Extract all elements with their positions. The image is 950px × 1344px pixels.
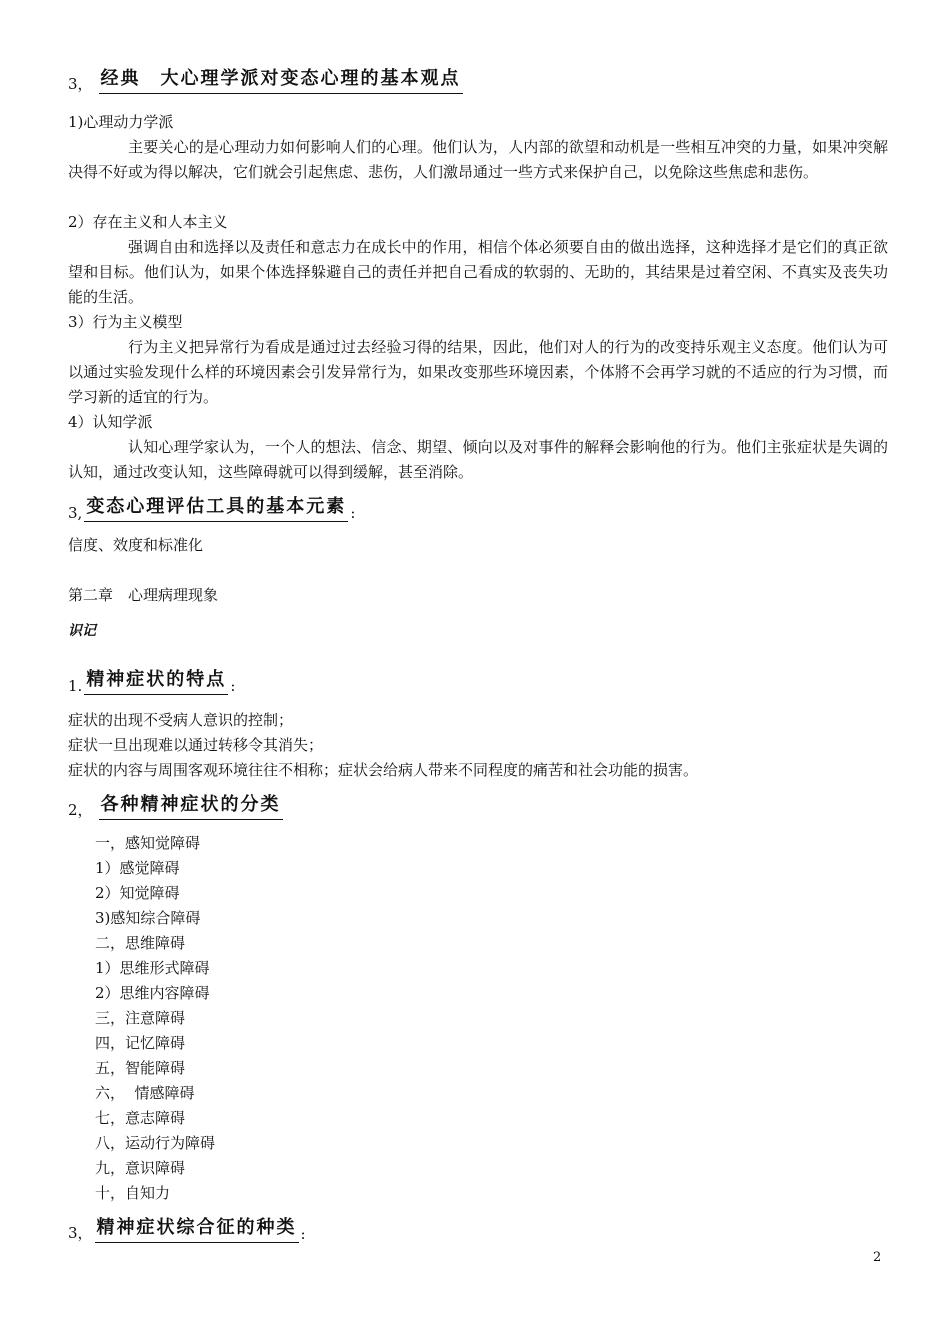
- heading-classic-schools: [68, 64, 463, 94]
- school-text-cognitive: 认知心理学家认为，一个人的想法、信念、期望、倾向以及对事件的解释会影响他的行为。他们主张症状是失调的认知，通过改变认知，这些障碍就可以得到缓解，甚至消除。: [68, 438, 888, 481]
- chapter-title: 第二章 心理病理现象: [68, 586, 219, 604]
- heading-title: 各种精神症状的分类: [99, 790, 283, 820]
- class-item: 六， 情感障碍: [95, 1084, 195, 1102]
- school-label-psychodynamic: 1)心理动力学派: [68, 113, 174, 131]
- class-item: 2）思维内容障碍: [95, 984, 210, 1002]
- heading-colon: :: [350, 504, 356, 522]
- heading-title: 精神症状综合征的种类: [95, 1213, 299, 1243]
- school-text-behaviorism: 行为主义把异常行为看成是通过过去经验习得的结果，因此，他们对人的行为的改变持乐观主义态度。他们认为可以通过实验发现什么样的环境因素会引发异常行为，如果改变那些环境因素，个体將不会再学习就的不适应的行为习惯，而学习新的适宜的行为。: [68, 338, 888, 406]
- class-item: 十，自知力: [95, 1184, 171, 1202]
- class-item: 3)感知综合障碍: [95, 909, 201, 927]
- heading-number: 1.: [68, 677, 83, 695]
- heading-colon: :: [300, 1225, 306, 1243]
- heading-syndrome-types: [68, 1213, 306, 1243]
- class-item: 二，思维障碍: [95, 934, 186, 952]
- class-item: 八，运动行为障碍: [95, 1134, 216, 1152]
- heading-assessment-tools: [68, 492, 355, 522]
- feature-item: 症状的出现不受病人意识的控制；: [68, 711, 294, 729]
- heading-number: 2，: [68, 801, 93, 819]
- feature-item: 症状一旦出现难以通过转移令其消失；: [68, 736, 324, 754]
- school-text-existential: 强调自由和选择以及责任和意志力在成长中的作用，相信个体必须要自由的做出选择，这种选择才是它们的真正欲望和目标。他们认为，如果个体选择躲避自己的责任并把自己看成的软弱的、无助的，其结果是过着空闲、不真实及丧失功能的生活。: [68, 238, 888, 306]
- heading-number: 3，: [68, 75, 93, 93]
- heading-number: 3,: [68, 504, 83, 522]
- class-item: 九，意识障碍: [95, 1159, 186, 1177]
- feature-item: 症状的内容与周围客观环境往往不相称；症状会给病人带来不同程度的痛苦和社会功能的损害。: [68, 761, 699, 779]
- class-item: 四，记忆障碍: [95, 1034, 186, 1052]
- school-label-existential: 2）存在主义和人本主义: [68, 213, 228, 231]
- class-item: 七，意志障碍: [95, 1109, 186, 1127]
- assessment-tools-answer: 信度、效度和标准化: [68, 536, 204, 554]
- class-item: 三，注意障碍: [95, 1009, 186, 1027]
- heading-title: 变态心理评估工具的基本元素: [84, 492, 348, 522]
- class-item: 1）思维形式障碍: [95, 959, 210, 977]
- heading-number: 3，: [68, 1224, 93, 1242]
- class-item: 一，感知觉障碍: [95, 834, 201, 852]
- heading-title: 经典 大心理学派对变态心理的基本观点: [99, 64, 463, 94]
- section-memorize-label: 识记: [68, 623, 96, 639]
- heading-symptom-classes: [68, 790, 283, 820]
- heading-title: 精神症状的特点: [84, 665, 228, 695]
- school-label-cognitive: 4）认知学派: [68, 413, 153, 431]
- class-item: 五，智能障碍: [95, 1059, 186, 1077]
- page-number: 2: [873, 1250, 882, 1265]
- heading-colon: :: [230, 677, 236, 695]
- school-text-psychodynamic: 主要关心的是心理动力如何影响人们的心理。他们认为，人内部的欲望和动机是一些相互冲突的力量，如果冲突解决得不好或为得以解决，它们就会引起焦虑、悲伤，人们激昂通过一些方式来保护自己，以免除这些焦虑和悲伤。: [68, 138, 888, 181]
- class-item: 1）感觉障碍: [95, 859, 180, 877]
- heading-symptom-features: [68, 665, 235, 695]
- school-label-behaviorism: 3）行为主义模型: [68, 313, 183, 331]
- class-item: 2）知觉障碍: [95, 884, 180, 902]
